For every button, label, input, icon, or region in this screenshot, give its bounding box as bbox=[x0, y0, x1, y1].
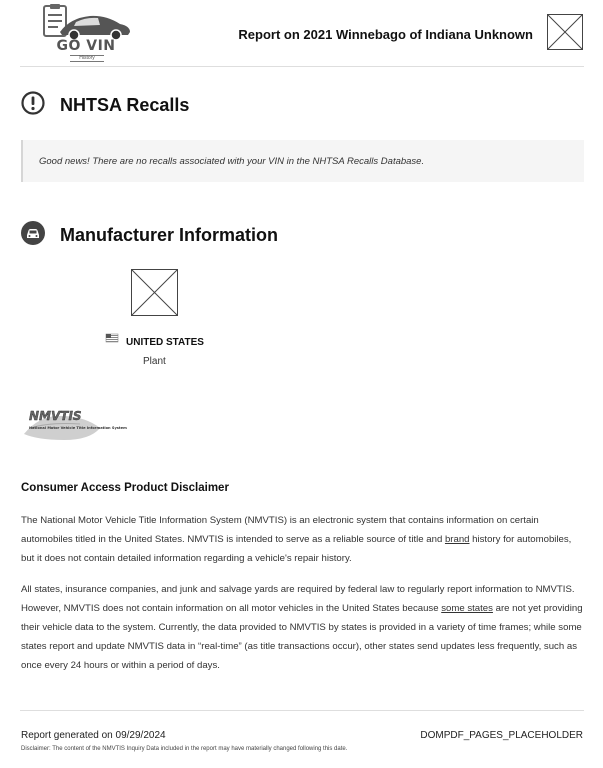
disclaimer-paragraph-2 bbox=[21, 580, 583, 675]
logo-text: GO VIN bbox=[56, 38, 116, 54]
footer-disclaimer: Disclaimer: The content of the NMVTIS Inquiry Data included in the report may have materially changed following this date. bbox=[21, 746, 348, 752]
some-states-link[interactable]: some states bbox=[441, 603, 493, 614]
manufacturer-location-type: Plant bbox=[143, 356, 166, 367]
manufacturer-information-title: Manufacturer Information bbox=[60, 225, 279, 245]
footer-divider bbox=[20, 710, 584, 711]
paragraph-1-text-b: history for automobiles, but it does not contain detailed information regarding a vehicle's repair history. bbox=[21, 534, 572, 564]
vehicle-image-placeholder-icon bbox=[547, 14, 583, 50]
nhtsa-recalls-title: NHTSA Recalls bbox=[60, 95, 190, 115]
manufacturer-image-placeholder-icon bbox=[131, 269, 178, 316]
recall-message: Good news! There are no recalls associated with your VIN in the NHTSA Recalls Database. bbox=[39, 156, 425, 167]
header-divider bbox=[20, 66, 584, 67]
recall-notice bbox=[21, 140, 584, 182]
paragraph-1-text-a: The National Motor Vehicle Title Information System (NMVTIS) is an electronic system that contains information on certain automobiles titled in the United States. NMVTIS is intended to serve as a reliable source of title and bbox=[21, 515, 539, 545]
report-header bbox=[0, 0, 603, 66]
disclaimer-paragraph-1 bbox=[21, 511, 583, 568]
nmvtis-logo-icon bbox=[20, 404, 127, 444]
disclaimer-title: Consumer Access Product Disclaimer bbox=[21, 482, 229, 494]
car-icon bbox=[21, 221, 45, 245]
paragraph-2-text-a: All states, insurance companies, and junk and salvage yards are required by federal law to regularly report information to NMVTIS. However, NMVTIS does not contain information on all motor vehicles in the United States because bbox=[21, 584, 575, 614]
paragraph-2-text-b: are not yet providing their vehicle data to the system. Currently, the data provided to NMVTIS by states is provided in a variety of time frames; while some states report and update NMVTIS data in “real-time” (as title transactions occur), other states send updates less frequently, such as once every 24 hours or within a period of days. bbox=[21, 603, 583, 671]
report-generated-date: Report generated on 09/29/2024 bbox=[21, 730, 166, 741]
brand-link[interactable]: brand bbox=[444, 534, 470, 545]
nmvtis-logo-subtitle: National Motor Vehicle Title Information System bbox=[29, 426, 127, 430]
alert-icon bbox=[21, 91, 45, 115]
page-number-placeholder: DOMPDF_PAGES_PLACEHOLDER bbox=[420, 730, 583, 741]
manufacturer-country: UNITED STATES bbox=[126, 337, 204, 348]
logo-subtitle: History bbox=[70, 55, 104, 62]
report-title: Report on 2021 Winnebago of Indiana Unknown bbox=[238, 27, 533, 42]
us-flag-icon bbox=[106, 334, 118, 342]
nmvtis-logo-name: NMVTIS bbox=[29, 409, 82, 423]
